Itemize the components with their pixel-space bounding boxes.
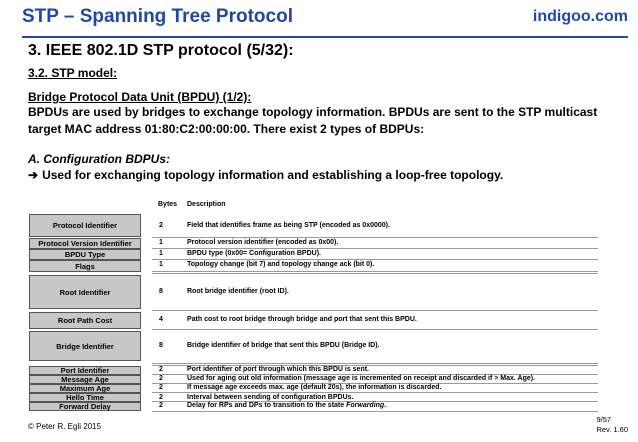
field-description: Interval between sending of configuration BPDUs.	[187, 394, 354, 401]
field-bytes: 4	[159, 316, 163, 323]
field-bytes: 2	[159, 375, 163, 382]
bpdu-text: BPDUs are used by bridges to exchange topology information. BPDUs are sent to the STP multicast target MAC address 01:80:C2:00:00:00. There exist 2 types of BDPUs:	[28, 105, 598, 136]
header-brand: indigoo.com	[532, 8, 628, 25]
field-box: Maximum Age	[29, 384, 141, 393]
field-bytes: 2	[159, 384, 163, 391]
field-bytes: 2	[159, 366, 163, 373]
field-description: Field that identifies frame as being STP (encoded as 0x0000).	[187, 222, 390, 229]
field-bytes: 8	[159, 342, 163, 349]
field-box: Root Path Cost	[29, 312, 141, 329]
field-bytes: 1	[159, 239, 163, 246]
config-bpdu-title: A. Configuration BDPUs:	[28, 152, 170, 166]
field-box: Bridge Identifier	[29, 331, 141, 361]
field-bytes: 2	[159, 222, 163, 229]
table-divider	[152, 329, 598, 330]
field-description: BPDU type (0x00= Configuration BPDU).	[187, 250, 321, 257]
field-box: Forward Delay	[29, 402, 141, 411]
field-description: Used for aging out old information (message age is incremented on receipt and discarded if > Max. Age).	[187, 375, 536, 382]
table-divider	[152, 271, 598, 272]
slide-title: 3. IEEE 802.1D STP protocol (5/32):	[28, 42, 294, 59]
footer-page-info	[596, 415, 628, 435]
table-divider	[152, 411, 598, 412]
field-bytes: 8	[159, 288, 163, 295]
revision: Rev. 1.60	[596, 425, 628, 434]
field-bytes: 1	[159, 261, 163, 268]
table-divider	[152, 248, 598, 249]
field-description: Delay for RPs and DPs to transition to the state Forwarding.	[187, 402, 387, 409]
field-description: Protocol version identifier (encoded as 0x00).	[187, 239, 339, 246]
field-description: Root bridge identifier (root ID).	[187, 288, 289, 295]
field-description: If message age exceeds max. age (default 20s), the information is discarded.	[187, 384, 442, 391]
table-divider	[152, 310, 598, 311]
page-number: 9/57	[596, 415, 612, 424]
col-head-desc: Description	[187, 201, 226, 208]
field-description: Bridge identifier of bridge that sent this BPDU (Bridge ID).	[187, 342, 380, 349]
table-divider	[152, 392, 598, 393]
col-head-bytes: Bytes	[158, 201, 178, 208]
field-box: Protocol Version Identifier	[29, 238, 141, 249]
section-subtitle: 3.2. STP model:	[28, 66, 118, 80]
config-bpdu-desc	[28, 168, 503, 182]
header-title: STP – Spanning Tree Protocol	[22, 6, 293, 27]
field-description: Port identifier of port through which this BPDU is sent.	[187, 366, 369, 373]
footer-copyright: © Peter R. Egli 2015	[28, 422, 102, 431]
field-description: Topology change (bit 7) and topology change ack (bit 0).	[187, 261, 375, 268]
field-bytes: 2	[159, 402, 163, 409]
field-box: Port Identifier	[29, 366, 141, 375]
field-box: Protocol Identifier	[29, 214, 141, 237]
field-box: Message Age	[29, 375, 141, 384]
field-box: Root Identifier	[29, 275, 141, 309]
header-rule	[22, 36, 628, 38]
table-divider	[152, 363, 598, 364]
field-box: Hello Time	[29, 393, 141, 402]
table-divider	[152, 237, 598, 238]
right-arrow-icon: ➔	[28, 168, 39, 182]
table-divider	[152, 259, 598, 260]
field-box: Flags	[29, 260, 141, 272]
field-box: BPDU Type	[29, 249, 141, 260]
field-bytes: 1	[159, 250, 163, 257]
table-divider	[152, 273, 598, 274]
field-bytes: 2	[159, 394, 163, 401]
config-desc-text: Used for exchanging topology information and establishing a loop-free topology.	[42, 168, 504, 182]
field-description: Path cost to root bridge through bridge and port that sent this BPDU.	[187, 316, 417, 323]
bpdu-title: Bridge Protocol Data Unit (BPDU) (1/2):	[28, 90, 252, 104]
